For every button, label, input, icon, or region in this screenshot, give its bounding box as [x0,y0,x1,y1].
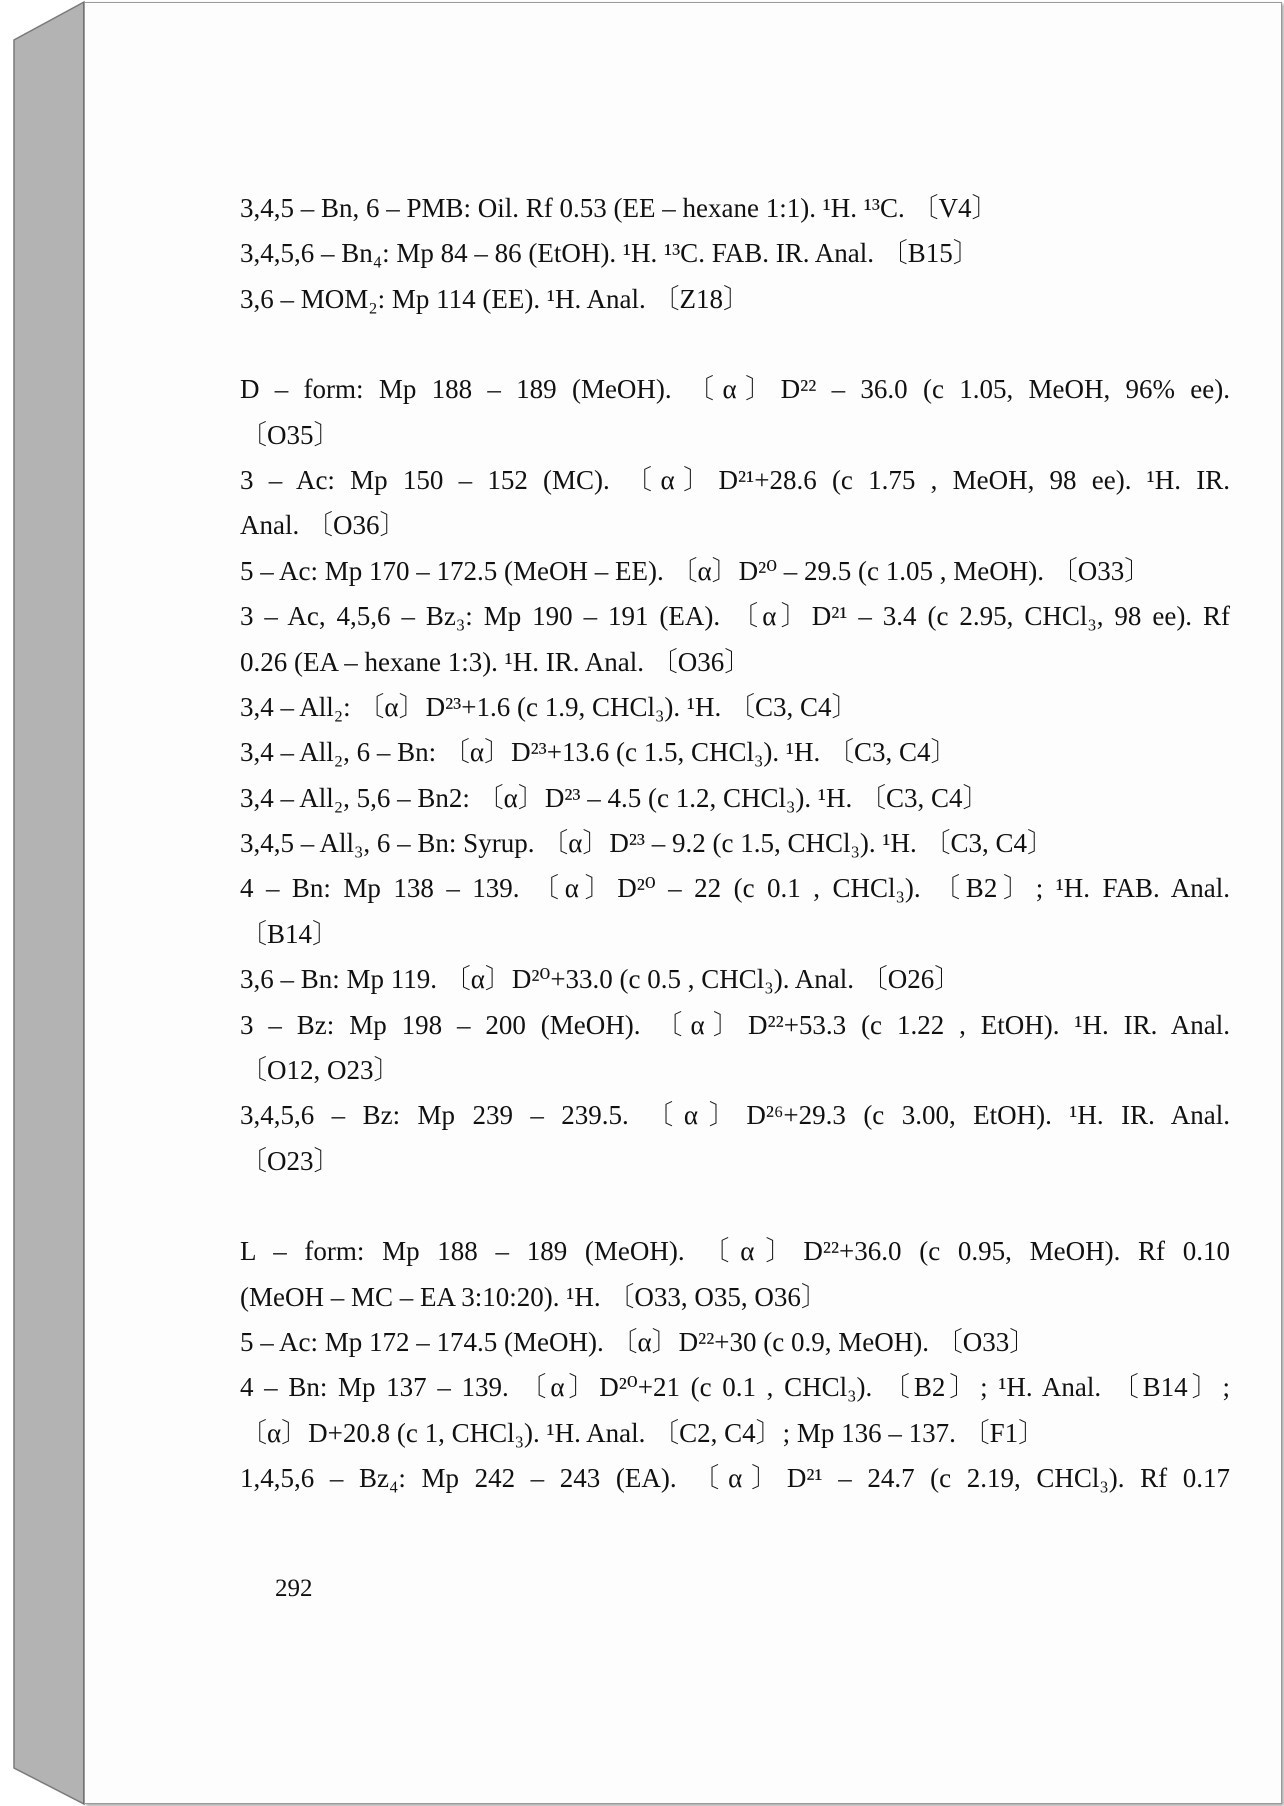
entry-line: 3,6 – Bn: Mp 119. 〔α〕D²⁰+33.0 (c 0.5 , CHCl₃). Anal. 〔O26〕 [240,964,962,995]
entry-line: 3,4,5,6 – Bn₄: Mp 84 – 86 (EtOH). ¹H. ¹³C. FAB. IR. Anal. 〔B15〕 [240,238,980,269]
entry-line: 3,4 – All₂, 6 – Bn: 〔α〕D²³+13.6 (c 1.5, CHCl₃). ¹H. 〔C3, C4〕 [240,737,958,768]
book-spine [0,0,90,1806]
entry-line: 5 – Ac: Mp 172 – 174.5 (MeOH). 〔α〕D²²+30 (c 0.9, MeOH). 〔O33〕 [240,1326,1037,1357]
page-number: 292 [275,1575,313,1602]
entry-line: 1,4,5,6 – Bz₄: Mp 242 – 243 (EA). 〔α〕D²¹ – 24.7 (c 2.19, CHCl₃). Rf 0.17 [240,1463,1230,1494]
section-gap [240,1184,1230,1229]
entry-line: 〔O23〕 [240,1145,341,1176]
entry-line: 3,4,5 – Bn, 6 – PMB: Oil. Rf 0.53 (EE – hexane 1:1). ¹H. ¹³C. 〔V4〕 [240,193,999,223]
entry-line: 0.26 (EA – hexane 1:3). ¹H. IR. Anal. 〔O36〕 [240,646,752,677]
entry-line: 4 – Bn: Mp 138 – 139. 〔α〕D²⁰ – 22 (c 0.1 , CHCl₃). 〔B2〕; ¹H. FAB. Anal. [240,873,1230,904]
entry-line: L – form: Mp 188 – 189 (MeOH). 〔α〕D²²+36.0 (c 0.95, MeOH). Rf 0.10 [240,1236,1230,1267]
section-gap [240,322,1230,367]
entry-line: 3,4 – All₂: 〔α〕D²³+1.6 (c 1.9, CHCl₃). ¹H. 〔C3, C4〕 [240,691,859,722]
entry-line: 3,4,5,6 – Bz: Mp 239 – 239.5. 〔α〕D²⁶+29.3 (c 3.00, EtOH). ¹H. IR. Anal. [240,1100,1230,1131]
entry-line: 〔O12, O23〕 [240,1055,401,1086]
entry-line: 3 – Ac: Mp 150 – 152 (MC). 〔α〕D²¹+28.6 (c 1.75 , MeOH, 98 ee). ¹H. IR. [240,464,1230,495]
entry-line: 5 – Ac: Mp 170 – 172.5 (MeOH – EE). 〔α〕D²⁰ – 29.5 (c 1.05 , MeOH). 〔O33〕 [240,555,1152,586]
entry-line: 4 – Bn: Mp 137 – 139. 〔α〕D²⁰+21 (c 0.1 , CHCl₃). 〔B2〕; ¹H. Anal. 〔B14〕; [240,1372,1230,1403]
entry-line: 3 – Ac, 4,5,6 – Bz₃: Mp 190 – 191 (EA). 〔α〕D²¹ – 3.4 (c 2.95, CHCl₃, 98 ee). Rf [240,601,1230,632]
entry-line: 〔B14〕 [240,918,340,949]
entry-line: 〔α〕D+20.8 (c 1, CHCl₃). ¹H. Anal. 〔C2, C4〕; Mp 136 – 137. 〔F1〕 [240,1417,1046,1448]
entry-line: Anal. 〔O36〕 [240,510,407,541]
text-block [240,186,1230,1502]
entry-line: D – form: Mp 188 – 189 (MeOH). 〔α〕D²² – 36.0 (c 1.05, MeOH, 96% ee). [240,374,1230,405]
entry-line: 3,6 – MOM₂: Mp 114 (EE). ¹H. Anal. 〔Z18〕 [240,283,750,314]
entry-line: 3,4 – All₂, 5,6 – Bn2: 〔α〕D²³ – 4.5 (c 1.2, CHCl₃). ¹H. 〔C3, C4〕 [240,782,990,813]
entry-line: 3 – Bz: Mp 198 – 200 (MeOH). 〔α〕D²²+53.3 (c 1.22 , EtOH). ¹H. IR. Anal. [240,1009,1230,1040]
page [84,2,1282,1804]
entry-line: 3,4,5 – All₃, 6 – Bn: Syrup. 〔α〕D²³ – 9.2 (c 1.5, CHCl₃). ¹H. 〔C3, C4〕 [240,828,1055,859]
entry-line: (MeOH – MC – EA 3:10:20). ¹H. 〔O33, O35, O36〕 [240,1281,828,1312]
entry-line: 〔O35〕 [240,419,341,450]
